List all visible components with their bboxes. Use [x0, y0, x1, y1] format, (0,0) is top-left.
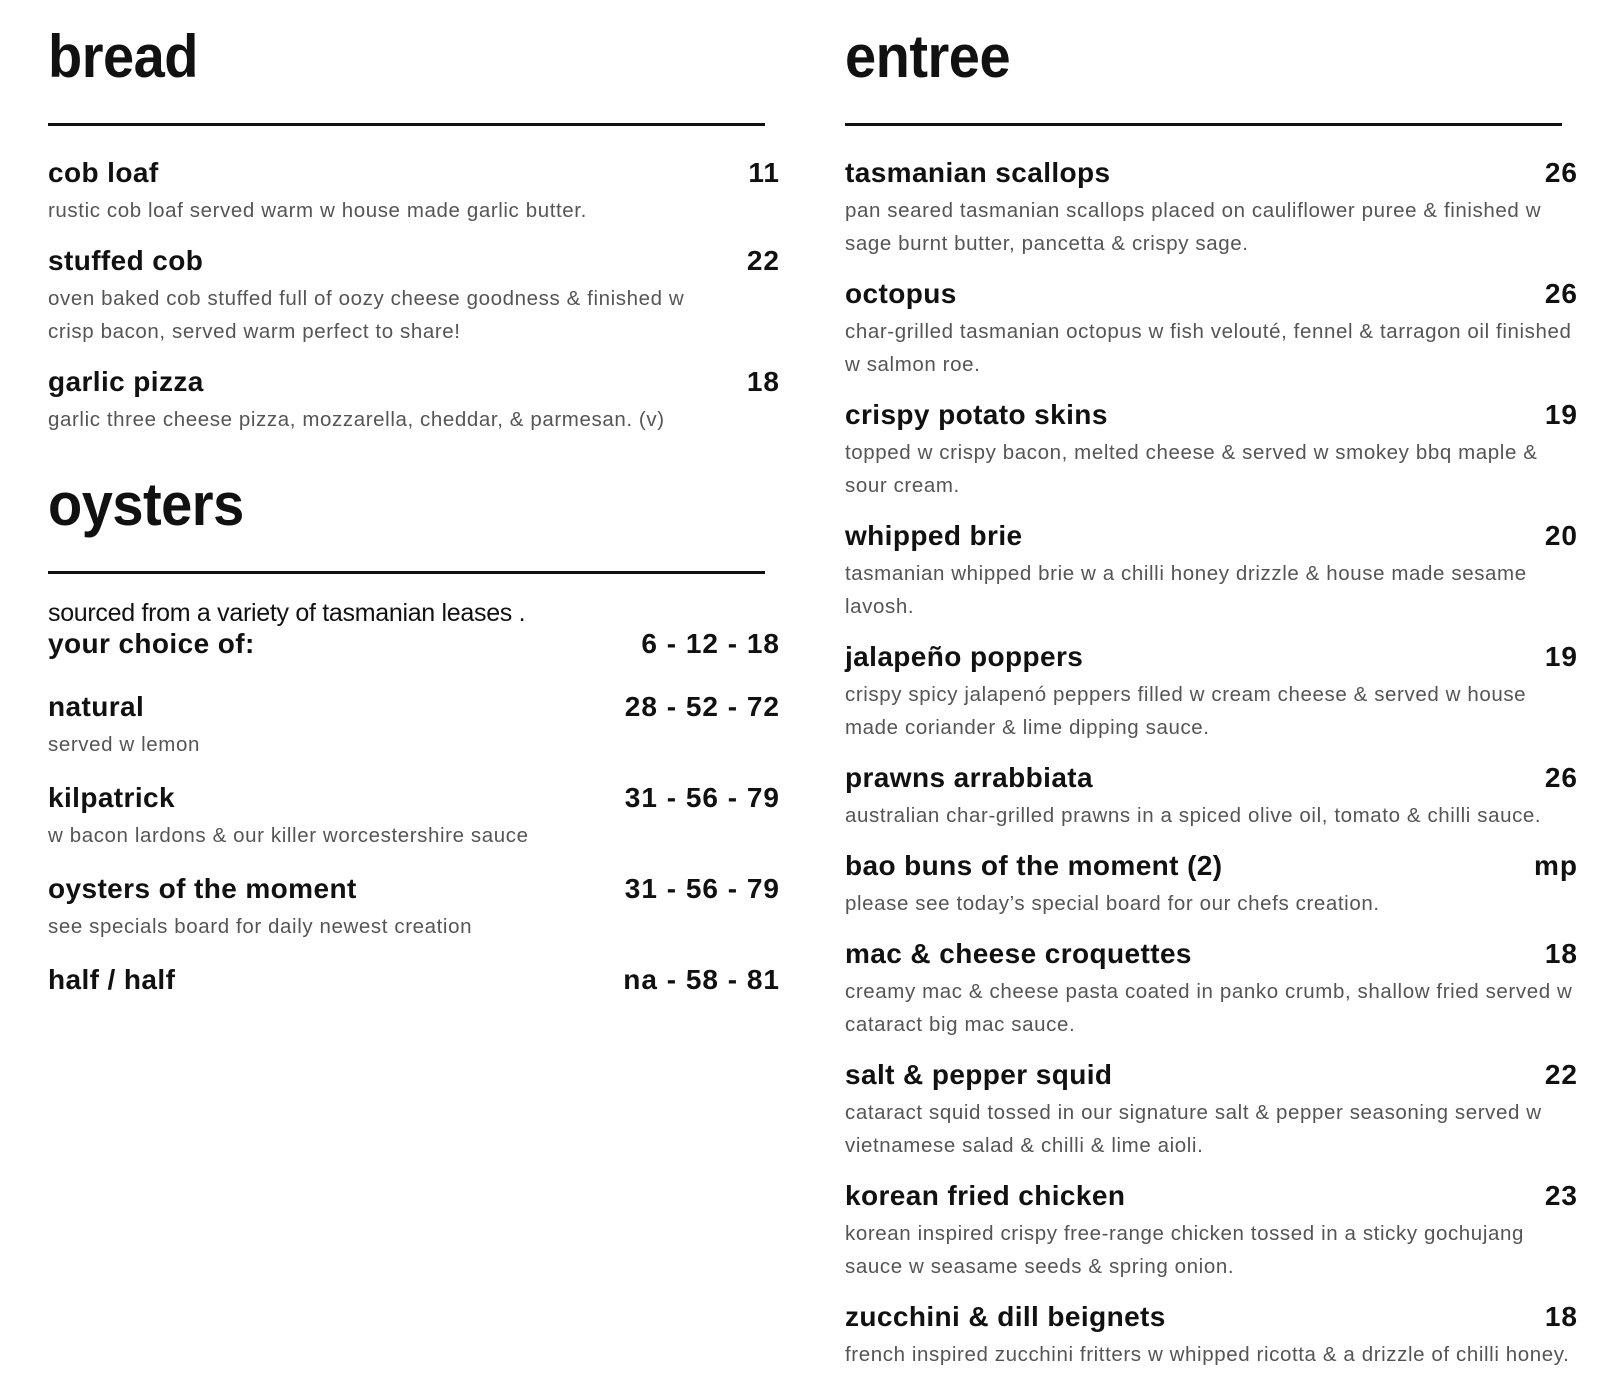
menu-item: [845, 761, 1578, 832]
menu-item: [48, 872, 780, 943]
item-name: octopus: [845, 278, 957, 309]
item-description: tasmanian whipped brie w a chilli honey drizzle & house made sesame lavosh.: [845, 562, 1527, 618]
item-description: rustic cob loaf served warm w house made garlic butter.: [48, 199, 587, 222]
item-name: half / half: [48, 964, 176, 995]
menu-item: [845, 1179, 1578, 1283]
bread-section-title: bread: [48, 21, 198, 90]
item-name: tasmanian scallops: [845, 157, 1111, 188]
item-name: mac & cheese croquettes: [845, 938, 1192, 969]
bread-item-list: [48, 156, 780, 453]
item-description: topped w crispy bacon, melted cheese & served w smokey bbq maple & sour cream.: [845, 441, 1538, 497]
item-name: korean fried chicken: [845, 1180, 1126, 1211]
oysters-divider: [48, 571, 765, 574]
item-description: please see today’s special board for our chefs creation.: [845, 892, 1380, 915]
entree-item-list: [845, 156, 1578, 1386]
item-name: prawns arrabbiata: [845, 762, 1093, 793]
entree-divider: [845, 123, 1562, 126]
item-name: cob loaf: [48, 157, 159, 188]
item-name: stuffed cob: [48, 245, 204, 276]
item-description: char-grilled tasmanian octopus w fish velouté, fennel & tarragon oil finished w salmon roe.: [845, 320, 1572, 376]
item-name: natural: [48, 691, 145, 722]
menu-item: [845, 640, 1578, 744]
item-name: zucchini & dill beignets: [845, 1301, 1166, 1332]
menu-item: [845, 277, 1578, 381]
item-description: served w lemon: [48, 733, 200, 756]
oysters-source-note: sourced from a variety of tasmanian leases .: [48, 599, 526, 627]
item-price: 31 - 56 - 79: [624, 782, 780, 813]
item-price: na - 58 - 81: [623, 964, 780, 995]
item-price: 18: [746, 366, 780, 397]
item-price: 22: [746, 245, 780, 276]
item-description: french inspired zucchini fritters w whipped ricotta & a drizzle of chilli honey.: [845, 1343, 1570, 1366]
item-description: australian char-grilled prawns in a spiced olive oil, tomato & chilli sauce.: [845, 804, 1542, 827]
menu-item: [845, 937, 1578, 1041]
menu-item: [48, 963, 780, 997]
item-price: mp: [1534, 850, 1578, 881]
menu-item: [845, 849, 1578, 920]
item-description: w bacon lardons & our killer worcestershire sauce: [48, 824, 529, 847]
entree-section-title: entree: [845, 21, 1011, 90]
item-description: crispy spicy jalapenó peppers filled w cream cheese & served w house made coriander & lime dipping sauce.: [845, 683, 1527, 739]
item-price: 18: [1544, 1301, 1578, 1332]
menu-item: [48, 781, 780, 852]
item-price: 19: [1544, 641, 1578, 672]
item-name: oysters of the moment: [48, 873, 357, 904]
menu-item: [48, 244, 780, 348]
item-price: 18: [1544, 938, 1578, 969]
item-price: 20: [1544, 520, 1578, 551]
oysters-section-title: oysters: [48, 469, 244, 538]
choice-label: your choice of:: [48, 628, 255, 659]
item-description: korean inspired crispy free-range chicken tossed in a sticky gochujang sauce w seasame seeds & spring onion.: [845, 1222, 1524, 1278]
item-description: see specials board for daily newest creation: [48, 915, 473, 938]
menu-item: [845, 1300, 1578, 1371]
item-price: 23: [1544, 1180, 1578, 1211]
item-name: garlic pizza: [48, 366, 204, 397]
menu-item: [845, 519, 1578, 623]
oysters-item-list: [48, 690, 780, 1017]
menu-item: [845, 398, 1578, 502]
item-price: 11: [748, 157, 780, 188]
menu-item: [845, 1058, 1578, 1162]
oysters-intro: [48, 598, 780, 660]
item-description: creamy mac & cheese pasta coated in panko crumb, shallow fried served w cataract big mac sauce.: [845, 980, 1573, 1036]
item-name: salt & pepper squid: [845, 1059, 1113, 1090]
item-price: 28 - 52 - 72: [624, 691, 780, 722]
menu-item: [48, 365, 780, 436]
menu-item: [845, 156, 1578, 260]
item-name: whipped brie: [845, 520, 1023, 551]
item-name: jalapeño poppers: [845, 641, 1084, 672]
item-price: 26: [1544, 762, 1578, 793]
item-price: 19: [1544, 399, 1578, 430]
item-name: bao buns of the moment (2): [845, 850, 1223, 881]
item-name: kilpatrick: [48, 782, 175, 813]
item-price: 22: [1544, 1059, 1578, 1090]
menu-item: [48, 690, 780, 761]
choice-sizes: 6 - 12 - 18: [641, 628, 780, 659]
item-price: 31 - 56 - 79: [624, 873, 780, 904]
bread-divider: [48, 123, 765, 126]
item-name: crispy potato skins: [845, 399, 1108, 430]
item-description: cataract squid tossed in our signature salt & pepper seasoning served w vietnamese salad & chilli & lime aioli.: [845, 1101, 1542, 1157]
item-description: oven baked cob stuffed full of oozy cheese goodness & finished w crisp bacon, served warm perfect to share!: [48, 287, 685, 343]
item-description: garlic three cheese pizza, mozzarella, cheddar, & parmesan. (v): [48, 408, 665, 431]
oysters-choice-row: [48, 628, 780, 660]
menu-item: [48, 156, 780, 227]
item-price: 26: [1544, 157, 1578, 188]
item-price: 26: [1544, 278, 1578, 309]
item-description: pan seared tasmanian scallops placed on cauliflower puree & finished w sage burnt butter, pancetta & crispy sage.: [845, 199, 1542, 255]
